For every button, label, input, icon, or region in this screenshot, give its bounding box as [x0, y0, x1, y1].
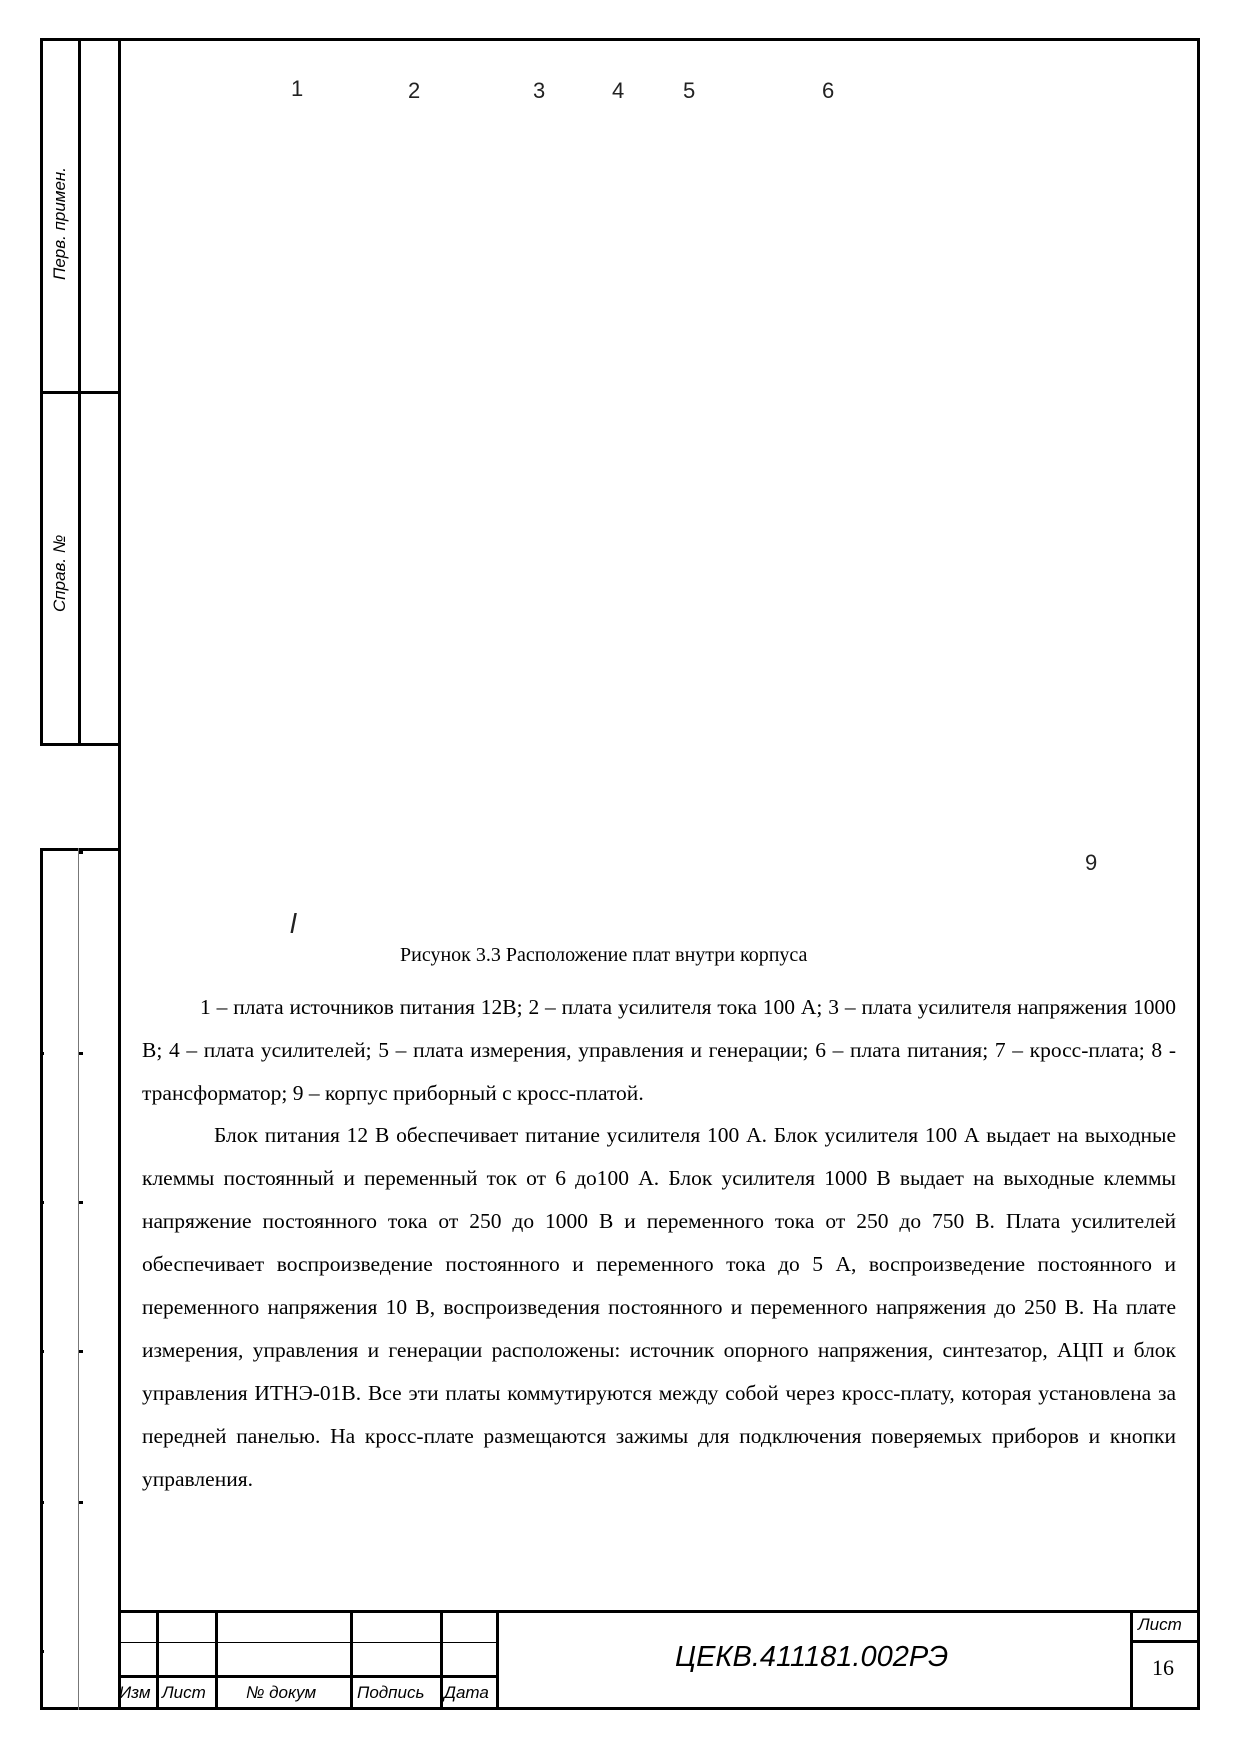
- figure-callout: 4: [612, 78, 625, 103]
- figure-callout: 3: [533, 78, 546, 103]
- side-tick: [79, 1052, 83, 1055]
- stamp-col-line: [215, 1610, 218, 1710]
- stamp-top-line: [118, 1610, 1200, 1613]
- figure-legend-text: 1 – плата источников питания 12В; 2 – плата усилителя тока 100 А; 3 – плата усилителя напряжения 1000 В; 4 – плата усилителей; 5 – плата измерения, управления и генерации; 6 – плата питания; 7 – кросс-плата; 8 - трансформатор; 9 – корпус приборный с кросс-платой.: [142, 995, 1176, 1105]
- stamp-col-dokum: № докум: [246, 1683, 317, 1702]
- stamp-col-line: [156, 1610, 159, 1710]
- side-box-upper-split: [40, 391, 121, 394]
- figure-legend: [142, 986, 1176, 1115]
- side-tick: [40, 1350, 44, 1353]
- figure-callout: 5: [683, 78, 696, 103]
- figure-caption: Рисунок 3.3 Расположение плат внутри корпуса: [400, 944, 808, 966]
- stamp-col-podpis: Подпись: [357, 1683, 425, 1702]
- stamp-col-izm: Изм: [119, 1683, 151, 1702]
- side-box-lower: [40, 848, 121, 1710]
- stamp-col-list: Лист: [162, 1683, 206, 1702]
- stamp-sheet-line: [1130, 1640, 1200, 1643]
- side-tick: [79, 1501, 83, 1504]
- figure-callout: l: [290, 908, 297, 939]
- side-tick: [40, 1650, 44, 1653]
- stamp-col-line: [350, 1610, 353, 1710]
- figure-callout: 9: [1085, 850, 1098, 875]
- figure-callout: 6: [822, 78, 835, 103]
- stamp-col-line: [440, 1610, 443, 1710]
- side-tick: [40, 1052, 44, 1055]
- side-tick: [40, 1201, 44, 1204]
- document-designation: ЦЕКВ.411181.002РЭ: [675, 1641, 949, 1673]
- side-tick: [79, 1350, 83, 1353]
- figure-callout: 1: [291, 76, 304, 101]
- stamp-col-line: [496, 1610, 499, 1710]
- side-tick: [40, 1501, 44, 1504]
- stamp-col-data: Дата: [444, 1683, 489, 1702]
- body-paragraph: Блок питания 12 В обеспечивает питание усилителя 100 А. Блок усилителя 100 А выдает на выходные клеммы постоянный и переменный ток от 6 до100 А. Блок усилителя 1000 В выдает на выходные клеммы напряжение постоянного тока от 250 до 1000 В и переменного тока от 250 до 750 В. Плата усилителей обеспечивает воспроизведение постоянного и переменного тока до 5 А, воспроизведение постоянного и переменного напряжения 10 В, воспроизведения постоянного и переменного напряжения до 250 В. На плате измерения, управления и генерации расположены: источник опорного напряжения, синтезатор, АЦП и блок управления ИТНЭ-01В. Все эти платы коммутируются между собой через кросс-плату, которая установлена за передней панелью. На кросс-плате размещаются зажимы для подключения поверяемых приборов и кнопки управления.: [142, 1123, 1176, 1491]
- side-box-lower-divider: [78, 848, 79, 1710]
- side-label-sprav-no: Справ. №: [50, 534, 69, 612]
- side-label-perv-primen: Перв. примен.: [50, 167, 69, 280]
- sheet-number: 16: [1152, 1655, 1174, 1680]
- figure-callout: 2: [408, 78, 421, 103]
- side-tick: [79, 851, 83, 854]
- stamp-col-line: [1130, 1610, 1133, 1710]
- side-tick: [79, 1201, 83, 1204]
- sheet-label: Лист: [1138, 1615, 1182, 1634]
- body-text: [142, 1114, 1176, 1501]
